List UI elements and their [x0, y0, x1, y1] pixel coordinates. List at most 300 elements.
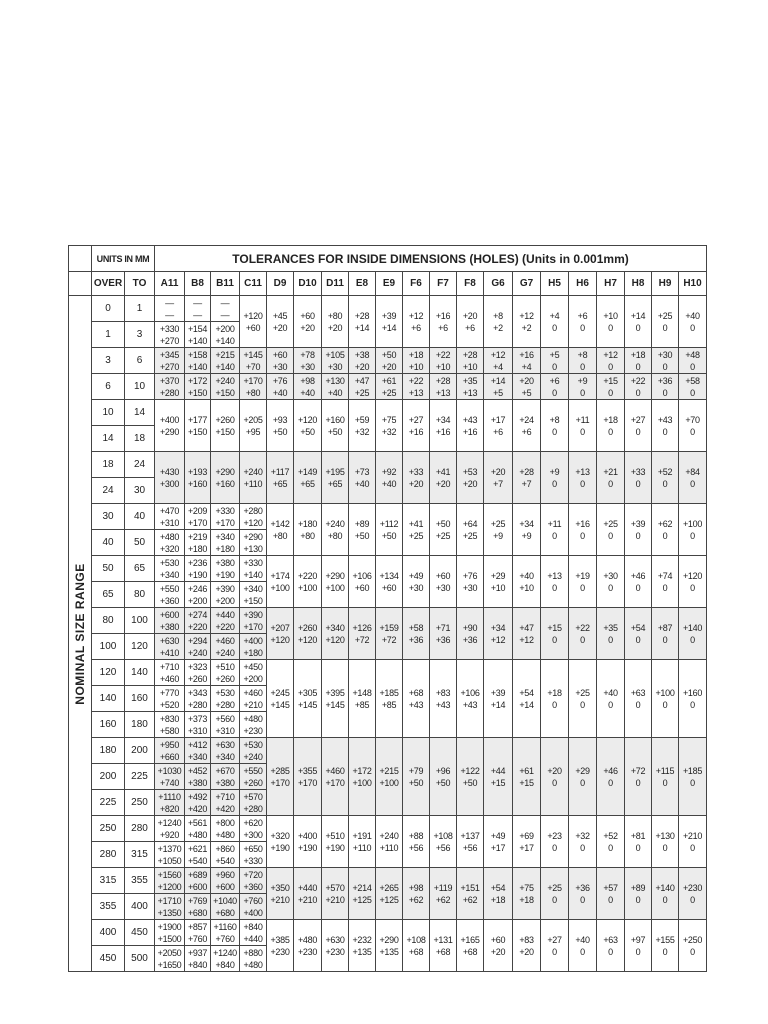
lower-deviation: 0	[608, 699, 613, 710]
size-to: 225	[125, 764, 155, 790]
lower-deviation: +280	[187, 699, 208, 710]
tolerance-cell	[185, 634, 211, 660]
tolerance-cell	[294, 556, 322, 608]
upper-deviation: +88	[408, 830, 424, 841]
upper-deviation: +937	[187, 947, 208, 958]
upper-deviation: +43	[657, 414, 673, 425]
tolerance-cell	[267, 920, 294, 972]
lower-deviation: 0	[608, 582, 613, 593]
upper-deviation: +39	[490, 687, 506, 698]
tolerance-cell	[322, 738, 349, 816]
tolerance-cell	[457, 816, 484, 868]
lower-deviation: +120	[325, 634, 345, 645]
lower-deviation: +50	[381, 530, 397, 541]
upper-deviation: +28	[462, 349, 478, 360]
upper-deviation: +385	[270, 934, 290, 945]
lower-deviation: +62	[435, 894, 451, 905]
upper-deviation: +29	[490, 570, 506, 581]
upper-deviation: +760	[243, 895, 263, 906]
upper-deviation: +58	[408, 622, 424, 633]
tolerance-cell	[652, 660, 679, 738]
size-to: 14	[125, 400, 155, 426]
lower-deviation: +25	[462, 530, 478, 541]
upper-deviation: +120	[682, 570, 703, 581]
tolerance-cell	[652, 920, 679, 972]
lower-deviation: +18	[519, 894, 534, 905]
tolerance-cell	[349, 504, 376, 556]
tolerance-cell	[211, 790, 240, 816]
lower-deviation: +100	[270, 582, 290, 593]
lower-deviation: 0	[662, 699, 668, 710]
tolerance-cell	[322, 348, 349, 374]
tolerance-cell	[541, 400, 569, 452]
upper-deviation: +10	[603, 310, 618, 321]
tolerance-cell	[211, 920, 240, 946]
tolerance-cell	[403, 816, 430, 868]
lower-deviation: 0	[635, 387, 641, 398]
lower-deviation: +340	[215, 751, 235, 762]
lower-deviation: 0	[552, 634, 557, 645]
tolerance-cell	[457, 348, 484, 374]
lower-deviation: +9	[521, 530, 532, 541]
upper-deviation: +92	[381, 466, 397, 477]
lower-deviation: +20	[408, 478, 424, 489]
tolerance-cell	[513, 400, 541, 452]
tolerance-cell	[376, 348, 403, 374]
upper-deviation: +52	[603, 830, 618, 841]
upper-deviation: +177	[187, 414, 208, 425]
upper-deviation: +18	[547, 687, 562, 698]
lower-deviation: +70	[245, 361, 261, 372]
upper-deviation: +131	[433, 934, 453, 945]
lower-deviation: +120	[243, 517, 263, 528]
lower-deviation: +50	[435, 777, 451, 788]
tolerance-cell	[541, 348, 569, 374]
upper-deviation: +1710	[157, 895, 182, 906]
upper-deviation: +60	[490, 934, 506, 945]
lower-deviation: 0	[662, 361, 668, 372]
lower-deviation: +520	[159, 699, 180, 710]
upper-deviation: +69	[519, 830, 534, 841]
tolerance-cell	[267, 556, 294, 608]
size-to: 200	[125, 738, 155, 764]
tolerance-cell	[267, 374, 294, 400]
tolerance-cell	[240, 556, 267, 582]
tolerance-cell	[240, 504, 267, 530]
lower-deviation: 0	[608, 777, 613, 788]
upper-deviation: +274	[187, 609, 208, 620]
tolerance-class-header: G6	[484, 272, 513, 296]
lower-deviation: 0	[662, 582, 668, 593]
lower-deviation: 0	[690, 322, 695, 333]
upper-deviation: +54	[519, 687, 534, 698]
tolerance-cell	[240, 712, 267, 738]
upper-deviation: +621	[187, 843, 208, 854]
upper-deviation: +390	[243, 609, 263, 620]
tolerance-cell	[430, 920, 457, 972]
upper-deviation: +290	[379, 934, 399, 945]
tolerance-cell	[457, 738, 484, 816]
lower-deviation: +135	[379, 946, 399, 957]
tolerance-cell	[185, 686, 211, 712]
tolerance-cell	[349, 868, 376, 920]
upper-deviation: +480	[243, 713, 263, 724]
lower-deviation: +17	[490, 842, 506, 853]
lower-deviation: +170	[325, 777, 345, 788]
tolerance-cell	[240, 790, 267, 816]
lower-deviation: +230	[270, 946, 290, 957]
lower-deviation: +56	[462, 842, 478, 853]
tolerance-cell	[513, 296, 541, 348]
lower-deviation: +270	[159, 361, 180, 372]
lower-deviation: +290	[159, 426, 180, 437]
tolerance-cell	[541, 920, 569, 972]
tolerance-cell	[625, 816, 652, 868]
tolerance-class-header: H10	[679, 272, 707, 296]
tolerance-cell	[211, 556, 240, 582]
lower-deviation: 0	[552, 426, 557, 437]
size-range-row	[69, 660, 707, 686]
upper-deviation: +49	[490, 830, 506, 841]
tolerance-cell	[679, 452, 707, 504]
lower-deviation: +13	[408, 387, 424, 398]
lower-deviation: +300	[243, 829, 263, 840]
tolerance-cell	[403, 608, 430, 660]
lower-deviation: 0	[635, 426, 641, 437]
upper-deviation: +108	[406, 934, 426, 945]
size-to: 140	[125, 660, 155, 686]
lower-deviation: +600	[215, 881, 235, 892]
tolerance-cell	[211, 686, 240, 712]
upper-deviation: +340	[215, 531, 235, 542]
upper-deviation: +76	[272, 375, 288, 386]
upper-deviation: +17	[490, 414, 506, 425]
size-to: 18	[125, 426, 155, 452]
tolerance-cell	[185, 530, 211, 556]
tolerance-cell	[652, 374, 679, 400]
tolerance-cell	[349, 738, 376, 816]
upper-deviation: +28	[519, 466, 534, 477]
lower-deviation: +25	[435, 530, 451, 541]
tolerance-cell	[484, 452, 513, 504]
upper-deviation: +561	[187, 817, 208, 828]
tolerance-class-header: D9	[267, 272, 294, 296]
upper-deviation: +120	[243, 310, 263, 321]
tolerance-cell	[376, 816, 403, 868]
tolerance-cell	[597, 452, 625, 504]
upper-deviation: +79	[408, 765, 424, 776]
tolerance-table	[68, 245, 707, 972]
lower-deviation: +100	[325, 582, 345, 593]
lower-deviation: +200	[243, 673, 263, 684]
tolerance-cell	[185, 816, 211, 842]
upper-deviation: +880	[243, 947, 263, 958]
upper-deviation: +6	[577, 310, 588, 321]
tolerance-cell	[211, 894, 240, 920]
lower-deviation: +6	[438, 322, 448, 333]
size-to: 400	[125, 894, 155, 920]
lower-deviation: +200	[187, 595, 208, 606]
upper-deviation: +40	[575, 934, 590, 945]
tolerance-cell	[240, 400, 267, 452]
size-to: 315	[125, 842, 155, 868]
upper-deviation: +47	[519, 622, 534, 633]
lower-deviation: +13	[435, 387, 451, 398]
lower-deviation: 0	[635, 478, 641, 489]
lower-deviation: +72	[381, 634, 397, 645]
upper-deviation: +74	[657, 570, 673, 581]
lower-deviation: +310	[159, 517, 180, 528]
tolerance-cell	[155, 348, 185, 374]
upper-deviation: +76	[462, 570, 478, 581]
lower-deviation: +190	[187, 569, 208, 580]
tolerance-cell	[484, 920, 513, 972]
upper-deviation: +28	[435, 375, 451, 386]
size-range-row	[69, 374, 707, 400]
tolerance-cell	[185, 894, 211, 920]
lower-deviation: +20	[381, 361, 397, 372]
upper-deviation: +460	[325, 765, 345, 776]
upper-deviation: +165	[460, 934, 480, 945]
lower-deviation: 0	[635, 842, 641, 853]
lower-deviation: 0	[608, 842, 613, 853]
lower-deviation: 0	[662, 894, 668, 905]
lower-deviation: 0	[552, 530, 557, 541]
upper-deviation: +570	[325, 882, 345, 893]
lower-deviation: +100	[297, 582, 318, 593]
table-title: TOLERANCES FOR INSIDE DIMENSIONS (HOLES) (Units in 0.001mm)	[155, 246, 707, 272]
upper-deviation: +73	[354, 466, 370, 477]
lower-deviation: +20	[490, 946, 506, 957]
lower-deviation: +110	[243, 478, 263, 489]
tolerance-cell	[155, 582, 185, 608]
lower-deviation: +145	[297, 699, 318, 710]
tolerance-cell	[569, 348, 597, 374]
lower-deviation: +360	[243, 881, 263, 892]
lower-deviation: 0	[552, 842, 557, 853]
lower-deviation: 0	[690, 842, 695, 853]
tolerance-cell	[211, 296, 240, 322]
upper-deviation: +12	[519, 310, 534, 321]
tolerance-cell	[185, 400, 211, 452]
lower-deviation: +10	[435, 361, 451, 372]
upper-deviation: +857	[187, 921, 208, 932]
upper-deviation: +232	[352, 934, 372, 945]
lower-deviation: 0	[608, 478, 613, 489]
upper-deviation: +14	[630, 310, 646, 321]
tolerance-cell	[185, 764, 211, 790]
tolerance-cell	[155, 920, 185, 946]
upper-deviation: +630	[325, 934, 345, 945]
tolerance-cell	[294, 296, 322, 348]
upper-deviation: +720	[243, 869, 263, 880]
upper-deviation: +195	[325, 466, 345, 477]
lower-deviation: +170	[243, 621, 263, 632]
lower-deviation: +10	[519, 582, 534, 593]
upper-deviation: +305	[297, 687, 318, 698]
lower-deviation: +230	[243, 725, 263, 736]
upper-deviation: +205	[243, 414, 263, 425]
size-to: 450	[125, 920, 155, 946]
upper-deviation: +160	[325, 414, 345, 425]
size-range-row	[69, 608, 707, 634]
upper-deviation: +260	[215, 414, 235, 425]
tolerance-cell	[267, 504, 294, 556]
size-to: 120	[125, 634, 155, 660]
upper-deviation: +12	[603, 349, 618, 360]
upper-deviation: +61	[519, 765, 534, 776]
lower-deviation: +4	[493, 361, 503, 372]
lower-deviation: +660	[159, 751, 180, 762]
tolerance-cell	[403, 374, 430, 400]
lower-deviation: +36	[435, 634, 451, 645]
tolerance-cell	[185, 868, 211, 894]
tolerance-cell	[376, 556, 403, 608]
lower-deviation: 0	[552, 478, 557, 489]
lower-deviation: 0	[580, 322, 585, 333]
upper-deviation: +115	[655, 765, 675, 776]
upper-deviation: +330	[215, 505, 235, 516]
tolerance-cell	[597, 348, 625, 374]
lower-deviation: +150	[215, 426, 235, 437]
tolerance-cell	[403, 660, 430, 738]
upper-deviation: +1240	[213, 947, 237, 958]
tolerance-class-header: F8	[457, 272, 484, 296]
upper-deviation: +1040	[213, 895, 237, 906]
tolerance-class-header: D10	[294, 272, 322, 296]
upper-deviation: +460	[243, 687, 263, 698]
tolerance-cell	[155, 322, 185, 348]
lower-deviation: +680	[187, 907, 208, 918]
tolerance-cell	[294, 348, 322, 374]
size-to: 65	[125, 556, 155, 582]
lower-deviation: +85	[381, 699, 397, 710]
upper-deviation: +11	[575, 414, 590, 425]
upper-deviation: +140	[682, 622, 703, 633]
tolerance-cell	[569, 920, 597, 972]
size-range-row	[69, 556, 707, 582]
upper-deviation: +280	[243, 505, 263, 516]
lower-deviation: +125	[352, 894, 372, 905]
tolerance-cell	[679, 296, 707, 348]
upper-deviation: +400	[243, 635, 263, 646]
lower-deviation: 0	[690, 634, 695, 645]
upper-deviation: +20	[547, 765, 562, 776]
lower-deviation: 0	[662, 426, 668, 437]
tolerance-cell	[349, 400, 376, 452]
tolerance-cell	[569, 400, 597, 452]
tolerance-class-header: G7	[513, 272, 541, 296]
size-over: 40	[92, 530, 125, 556]
upper-deviation: +960	[215, 869, 235, 880]
lower-deviation: +6	[411, 322, 421, 333]
lower-deviation: +40	[272, 387, 288, 398]
tolerance-cell	[597, 868, 625, 920]
lower-deviation: +65	[272, 478, 288, 489]
upper-deviation: +236	[187, 557, 208, 568]
tolerance-cell	[625, 400, 652, 452]
lower-deviation: +400	[243, 907, 263, 918]
upper-deviation: +250	[682, 934, 703, 945]
upper-deviation: +48	[685, 349, 700, 360]
upper-deviation: +530	[215, 687, 235, 698]
lower-deviation: +60	[354, 582, 370, 593]
tolerance-cell	[541, 504, 569, 556]
lower-deviation: +100	[352, 777, 372, 788]
size-over: 65	[92, 582, 125, 608]
upper-deviation: +350	[270, 882, 290, 893]
tolerance-cell	[513, 504, 541, 556]
lower-deviation: +310	[187, 725, 208, 736]
lower-deviation: +56	[435, 842, 451, 853]
upper-deviation: +75	[381, 414, 397, 425]
lower-deviation: 0	[552, 894, 557, 905]
upper-deviation: +49	[408, 570, 424, 581]
lower-deviation: +80	[245, 387, 261, 398]
tolerance-cell	[569, 374, 597, 400]
upper-deviation: +105	[325, 349, 345, 360]
tolerance-cell	[294, 738, 322, 816]
size-to: 100	[125, 608, 155, 634]
lower-deviation: 0	[580, 777, 585, 788]
tolerance-cell	[569, 452, 597, 504]
size-over: 400	[92, 920, 125, 946]
tolerance-cell	[457, 608, 484, 660]
size-to: 355	[125, 868, 155, 894]
upper-deviation: +39	[381, 310, 397, 321]
size-to: 6	[125, 348, 155, 374]
upper-deviation: +41	[408, 518, 424, 529]
upper-deviation: +860	[215, 843, 235, 854]
lower-deviation: +280	[243, 803, 263, 814]
tolerance-cell	[484, 738, 513, 816]
upper-deviation: +9	[549, 466, 560, 477]
tolerance-class-header: A11	[155, 272, 185, 296]
upper-deviation: +285	[270, 765, 290, 776]
tolerance-cell	[240, 946, 267, 972]
lower-deviation: 0	[662, 946, 668, 957]
upper-deviation: +170	[243, 375, 263, 386]
upper-deviation: +38	[354, 349, 370, 360]
tolerance-class-header: E8	[349, 272, 376, 296]
upper-deviation: +510	[325, 830, 345, 841]
upper-deviation: +8	[549, 414, 560, 425]
lower-deviation: +7	[493, 478, 503, 489]
tolerance-cell	[240, 374, 267, 400]
upper-deviation: +63	[603, 934, 618, 945]
tolerance-cell	[652, 504, 679, 556]
lower-deviation: +50	[327, 426, 343, 437]
upper-deviation: +290	[243, 531, 263, 542]
lower-deviation: 0	[662, 634, 668, 645]
tolerance-cell	[155, 842, 185, 868]
upper-deviation: +530	[159, 557, 180, 568]
lower-deviation: +120	[297, 634, 318, 645]
tolerance-cell	[185, 504, 211, 530]
tolerance-cell	[294, 608, 322, 660]
tolerance-cell	[541, 816, 569, 868]
tolerance-cell	[376, 296, 403, 348]
size-over: 18	[92, 452, 125, 478]
lower-deviation: +14	[519, 699, 534, 710]
lower-deviation: +540	[187, 855, 208, 866]
upper-deviation: +43	[462, 414, 478, 425]
lower-deviation: +420	[215, 803, 235, 814]
upper-deviation: +207	[270, 622, 290, 633]
upper-deviation: +215	[379, 765, 399, 776]
upper-deviation: +395	[325, 687, 345, 698]
lower-deviation: +50	[408, 777, 424, 788]
